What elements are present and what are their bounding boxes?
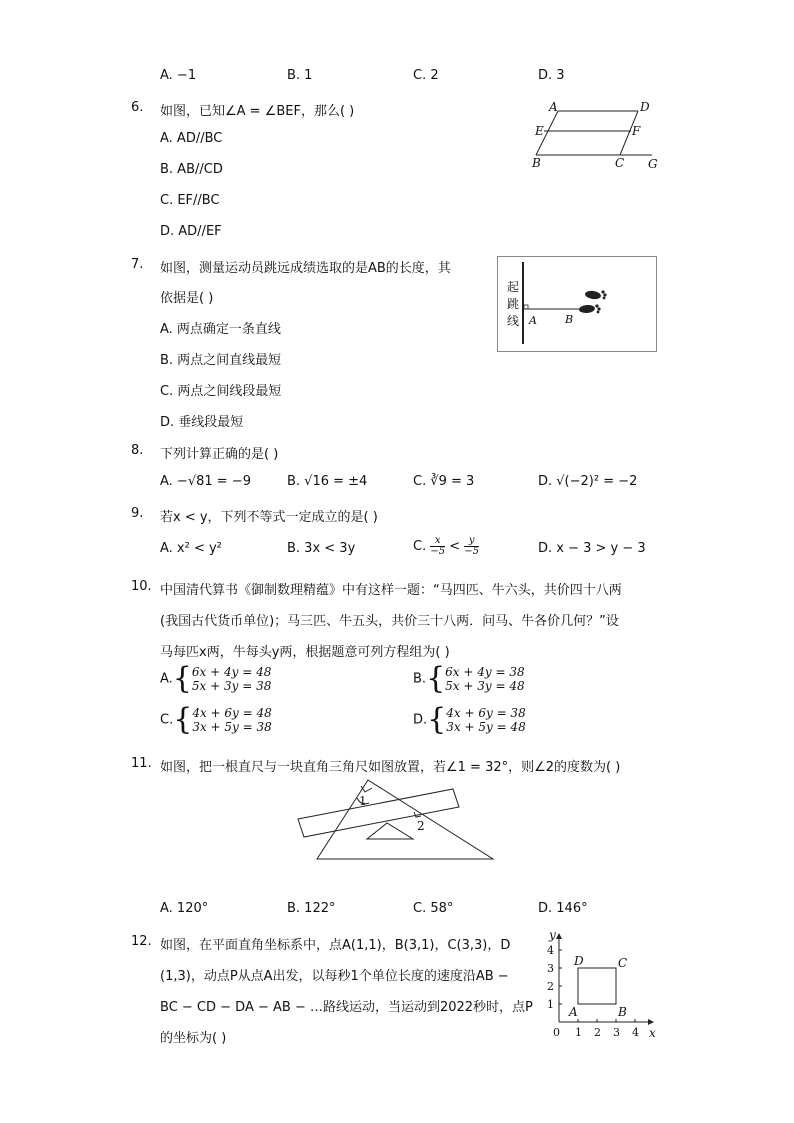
q7-label-b: B [565, 313, 574, 326]
q10-b-eq1: 6x + 4y = 38 [445, 665, 525, 679]
q12-x-tick-3: 3 [613, 1026, 620, 1039]
q7-label-a: A [529, 314, 537, 327]
q6-label-a: A [549, 100, 558, 114]
q12-x-tick-4: 4 [632, 1026, 639, 1039]
q8-stem: 下列计算正确的是( ) [160, 447, 279, 462]
q6-stem: 如图，已知∠A = ∠BEF，那么( ) [160, 104, 355, 119]
q6-parallelogram-figure [530, 98, 665, 174]
q10-option-d-label: D. [413, 712, 428, 728]
q12-x-tick-1: 1 [575, 1026, 582, 1039]
q10-option-b [413, 661, 525, 696]
brace-icon: { [427, 702, 447, 737]
q10-option-c-label: C. [160, 712, 174, 728]
q9-option-c [413, 536, 479, 557]
q12-x-tick-0: 0 [553, 1026, 560, 1039]
q10-c-eq1: 4x + 6y = 48 [192, 706, 272, 720]
q12-point-a: A [569, 1005, 578, 1019]
q12-line1: 如图，在平面直角坐标系中，点A(1,1)，B(3,1)，C(3,3)，D [160, 938, 511, 953]
q10-d-eq1: 4x + 6y = 38 [446, 706, 526, 720]
q12-coordinate-figure [545, 928, 660, 1043]
q9-option-c-label: C. [413, 539, 427, 554]
q6-label-g: G [648, 157, 658, 171]
q12-y-tick-3: 3 [547, 962, 554, 975]
q11-option-a: A. 120° [160, 901, 209, 916]
brace-icon: { [173, 702, 193, 737]
q9-option-b: B. 3x < 3y [287, 541, 356, 556]
q7-option-c: C. 两点之间线段最短 [160, 384, 282, 399]
q10-number: 10. [131, 579, 152, 594]
q6-option-a: A. AD//BC [160, 131, 223, 146]
q9-c-relation: < [449, 539, 461, 554]
q7-number: 7. [131, 257, 144, 272]
q11-angle-2-label: 2 [417, 819, 425, 833]
q7-label-xian: 线 [507, 314, 520, 328]
q8-option-a: A. −√81 = −9 [160, 474, 251, 489]
q6-label-e: E [535, 124, 544, 138]
q7-option-b: B. 两点之间直线最短 [160, 353, 282, 368]
q10-c-eq2: 3x + 5y = 38 [192, 720, 272, 734]
q8-option-d: D. √(−2)² = −2 [538, 474, 638, 489]
q10-a-eq1: 6x + 4y = 48 [191, 665, 272, 679]
q12-x-tick-2: 2 [594, 1026, 601, 1039]
q12-number: 12. [131, 934, 152, 949]
brace-icon: { [426, 661, 446, 696]
q6-option-c: C. EF//BC [160, 193, 220, 208]
q6-number: 6. [131, 100, 144, 115]
q6-label-b: B [532, 156, 541, 170]
q9-c-frac-right: $\frac{y}{-5}$ [464, 535, 480, 557]
q10-d-eq2: 3x + 5y = 48 [446, 720, 526, 734]
q10-b-eq2: 5x + 3y = 48 [445, 679, 525, 693]
q7-long-jump-figure [497, 256, 657, 352]
q11-number: 11. [131, 756, 152, 771]
q6-option-d: D. AD//EF [160, 224, 222, 239]
q9-option-a: A. x² < y² [160, 541, 222, 556]
q12-y-tick-4: 4 [547, 944, 554, 957]
q10-option-b-label: B. [413, 671, 427, 687]
q12-axis-x-label: x [649, 1026, 656, 1040]
q12-point-c: C [618, 956, 628, 970]
q8-number: 8. [131, 443, 144, 458]
q10-option-a [160, 661, 272, 696]
q6-label-d: D [640, 100, 650, 114]
q5-option-c: C. 2 [413, 68, 439, 83]
brace-icon: { [172, 661, 192, 696]
q12-y-tick-2: 2 [547, 980, 554, 993]
q10-line1: 中国清代算书《御制数理精蕴》中有这样一题：“马四匹、牛六头，共价四十八两 [160, 583, 622, 598]
q10-line3: 马每匹x两，牛每头y两，根据题意可列方程组为( ) [160, 645, 450, 660]
q10-option-c [160, 702, 272, 737]
q9-number: 9. [131, 506, 144, 521]
q9-c-frac-left: $\frac{x}{-5}$ [430, 535, 446, 557]
q11-stem: 如图，把一根直尺与一块直角三角尺如图放置，若∠1 = 32°，则∠2的度数为( ) [160, 760, 621, 775]
q10-option-d [413, 702, 526, 737]
q12-y-tick-1: 1 [547, 998, 554, 1011]
q9-option-d: D. x − 3 > y − 3 [538, 541, 646, 556]
q12-axis-y-label: y [549, 928, 556, 942]
q12-point-d: D [574, 954, 584, 968]
q9-stem: 若x < y，下列不等式一定成立的是( ) [160, 510, 378, 525]
q10-line2: (我国古代货币单位)；马三匹、牛五头，共价三十八两．问马、牛各价几何？”设 [160, 614, 619, 629]
q7-option-a: A. 两点确定一条直线 [160, 322, 281, 337]
q6-option-b: B. AB//CD [160, 162, 223, 177]
q7-stem-line2: 依据是( ) [160, 291, 214, 306]
q10-a-eq2: 5x + 3y = 38 [191, 679, 272, 693]
q12-line4: 的坐标为( ) [160, 1031, 227, 1046]
q11-option-b: B. 122° [287, 901, 336, 916]
q6-label-f: F [632, 124, 641, 138]
q11-ruler-triangle-figure [295, 776, 500, 864]
q11-angle-1-label: 1 [359, 794, 367, 808]
q12-line2: (1,3)，动点P从点A出发，以每秒1个单位长度的速度沿AB − [160, 969, 509, 984]
q5-option-d: D. 3 [538, 68, 565, 83]
q7-option-d: D. 垂线段最短 [160, 415, 244, 430]
q11-option-d: D. 146° [538, 901, 588, 916]
q7-label-tiao: 跳 [507, 297, 520, 311]
q6-label-c: C [615, 156, 625, 170]
q10-option-a-label: A. [160, 671, 173, 687]
q7-label-qi: 起 [507, 280, 520, 294]
q5-option-b: B. 1 [287, 68, 313, 83]
q5-option-a: A. −1 [160, 68, 197, 83]
q7-stem-line1: 如图，测量运动员跳远成绩选取的是AB的长度，其 [160, 261, 451, 276]
q11-option-c: C. 58° [413, 901, 454, 916]
q8-option-b: B. √16 = ±4 [287, 474, 368, 489]
q12-line3: BC − CD − DA − AB − …路线运动，当运动到2022秒时，点P [160, 1000, 533, 1015]
q8-option-c: C. ∛9 = 3 [413, 474, 475, 489]
q12-point-b: B [618, 1005, 627, 1019]
